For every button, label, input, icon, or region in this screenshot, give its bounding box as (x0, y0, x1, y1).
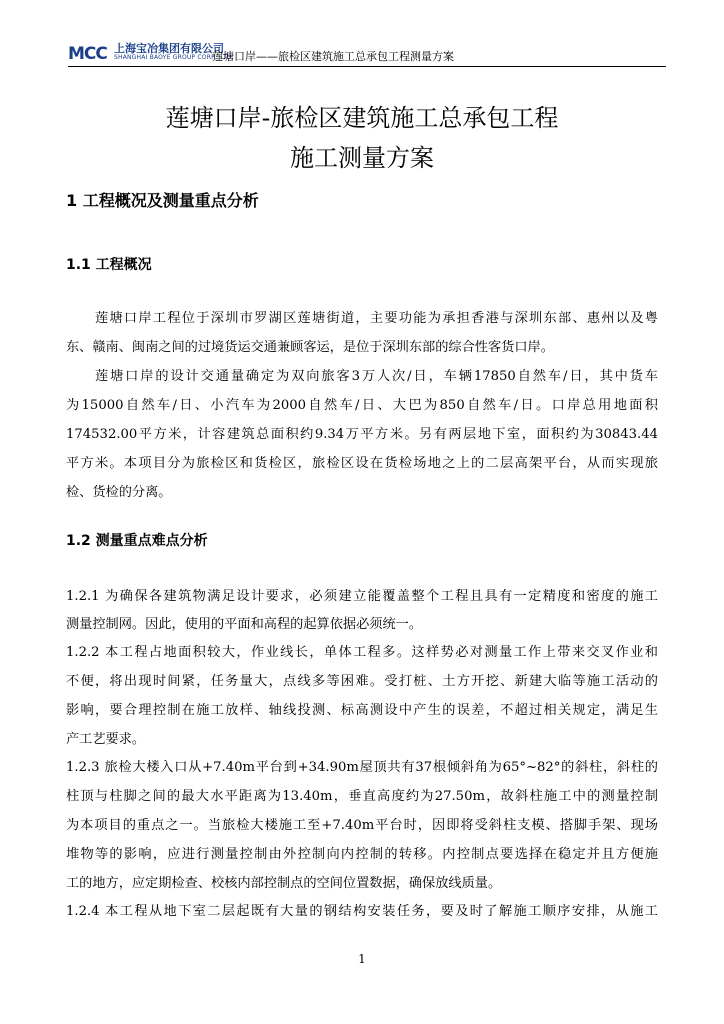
mcc-logo (68, 42, 110, 64)
company-name-en: SHANGHAI BAOYE GROUP CORP., LTD. (114, 54, 234, 61)
section-1-1-heading: 1.1 工程概况 (66, 257, 152, 273)
paragraph-line: 工的地方，应定期检查、校核内部控制点的空间位置数据，确保放线质量。 (66, 876, 502, 891)
page-number: 1 (358, 952, 366, 966)
paragraph-line: 测量控制网。因此，使用的平面和高程的起算依据必须统一。 (66, 617, 423, 632)
paragraph-line: 柱顶与柱脚之间的最大水平距离为13.40m，垂直高度约为27.50m，故斜柱施工中的测量控制 (66, 789, 658, 804)
paragraph-line: 为本项目的重点之一。当旅检大楼施工至+7.40m平台时，因即将受斜柱支模、搭脚手架、现场 (66, 818, 658, 833)
paragraph-line: 产工艺要求。 (66, 732, 146, 747)
company-name-cn: 上海宝冶集团有限公司 (114, 42, 224, 55)
paragraph-line: 1.2.1 为确保各建筑物满足设计要求，必须建立能覆盖整个工程且具有一定精度和密度的施工 (66, 589, 658, 604)
paragraph-line: 1.2.4 本工程从地下室二层起既有大量的钢结构安装任务，要及时了解施工顺序安排，从施工 (66, 904, 658, 919)
document-title-line-1: 莲塘口岸-旅检区建筑施工总承包工程 (165, 104, 559, 132)
document-title-line-2: 施工测量方案 (290, 144, 434, 172)
paragraph-line: 莲塘口岸工程位于深圳市罗湖区莲塘街道，主要功能为承担香港与深圳东部、惠州以及粤 (95, 311, 658, 326)
mcc-logo-text: MCC (68, 44, 107, 64)
paragraph-line: 1.2.3 旅检大楼入口从+7.40m平台到+34.90m屋顶共有37根倾斜角为65°~82°的斜柱，斜柱的 (66, 760, 658, 775)
paragraph-line: 1.2.2 本工程占地面积较大，作业线长，单体工程多。这样势必对测量工作上带来交叉作业和 (66, 645, 658, 660)
paragraph-line: 检、货检的分离。 (66, 485, 172, 500)
paragraph-line: 莲塘口岸的设计交通量确定为双向旅客3万人次/日，车辆17850自然车/日，其中货车 (95, 369, 658, 384)
paragraph-line: 174532.00平方米，计容建筑总面积约9.34万平方米。另有两层地下室，面积约为30843.44 (66, 427, 658, 442)
paragraph-line: 东、赣南、闽南之间的过境货运交通兼顾客运，是位于深圳东部的综合性客货口岸。 (66, 340, 554, 355)
paragraph-line: 不便，将出现时间紧，任务量大，点线多等困难。受打桩、土方开挖、新建大临等施工活动的 (66, 674, 658, 689)
page-header (68, 40, 666, 68)
header-rule (68, 66, 666, 67)
paragraph-line: 影响，要合理控制在施工放样、轴线投测、标高测设中产生的误差，不超过相关规定，满足生 (66, 703, 658, 718)
header-title: 莲塘口岸——旅检区建筑施工总承包工程测量方案 (212, 50, 454, 63)
paragraph-line: 堆物等的影响，应进行测量控制由外控制向内控制的转移。内控制点要选择在稳定并且方便施 (66, 847, 658, 862)
paragraph-line: 为15000自然车/日、小汽车为2000自然车/日、大巴为850自然车/日。口岸总用地面积 (66, 398, 658, 413)
section-1-2-heading: 1.2 测量重点难点分析 (66, 533, 208, 549)
paragraph-line: 平方米。本项目分为旅检区和货检区，旅检区设在货检场地之上的二层高架平台，从而实现旅 (66, 456, 658, 471)
section-1-heading: 1 工程概况及测量重点分析 (66, 191, 259, 210)
